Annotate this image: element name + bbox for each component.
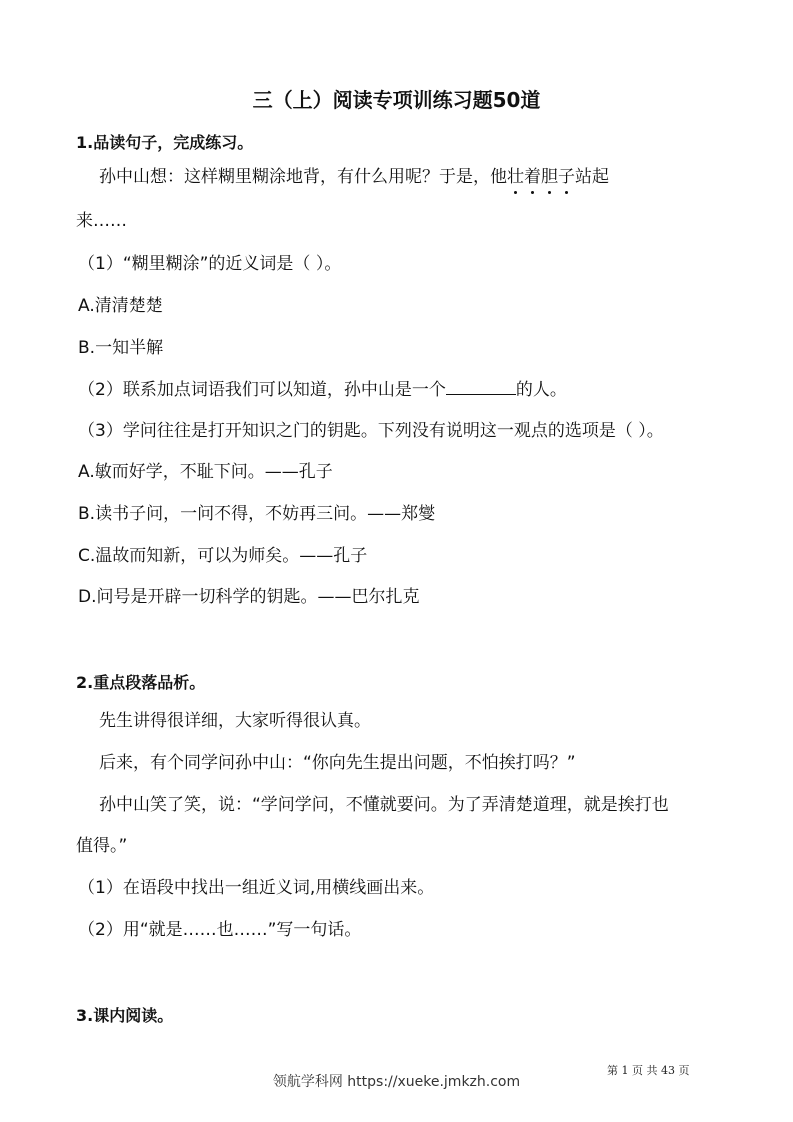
- s1-q2-text: （2）联系加点词语我们可以知道，孙中山是一个: [78, 380, 446, 400]
- s1-paragraph-line-2: 来……: [76, 211, 127, 231]
- s1-text: 孙中山想：这样糊里糊涂地背，有什么用呢？于是，他: [99, 167, 507, 187]
- section-1-heading: 1.品读句子，完成练习。: [76, 133, 254, 152]
- s2-question-1: （1）在语段中找出一组近义词,用横线画出来。: [78, 878, 435, 898]
- emphasis-char: 壮: [507, 167, 524, 187]
- emphasis-char: 子: [558, 167, 575, 187]
- s2-paragraph-2: 后来，有个同学问孙中山：“你向先生提出问题，不怕挨打吗？”: [99, 753, 576, 773]
- s1-q3-option-d: D.问号是开辟一切科学的钥匙。——巴尔扎克: [78, 587, 420, 607]
- s1-q1-option-a: A.清清楚楚: [78, 296, 163, 316]
- s2-paragraph-3-line-2: 值得。”: [76, 836, 128, 856]
- page-title: 三（上）阅读专项训练习题50道: [252, 88, 541, 112]
- footer-watermark: 领航学科网 https://xueke.jmkzh.com: [272, 1074, 521, 1090]
- section-3-heading: 3.课内阅读。: [76, 1006, 174, 1025]
- s1-q1-option-b: B.一知半解: [78, 338, 164, 358]
- s2-question-2: （2）用“就是……也……”写一句话。: [78, 920, 362, 940]
- section-2-heading: 2.重点段落品析。: [76, 673, 206, 692]
- s1-q3-option-a: A.敏而好学，不耻下问。——孔子: [78, 462, 333, 482]
- s1-q2-text-end: 的人。: [515, 380, 567, 400]
- s1-q3-option-b: B.读书子问，一问不得，不妨再三问。——郑燮: [78, 504, 436, 524]
- s1-question-1: （1）“糊里糊涂”的近义词是（ ）。: [78, 254, 342, 274]
- s1-question-2: [78, 378, 567, 402]
- answer-blank: [446, 378, 516, 395]
- s1-text: 站起: [575, 167, 609, 187]
- s2-paragraph-3-line-1: 孙中山笑了笑，说：“学问学问，不懂就要问。为了弄清楚道理，就是挨打也: [99, 795, 669, 815]
- s1-question-3: （3）学问往往是打开知识之门的钥匙。下列没有说明这一观点的选项是（ ）。: [78, 421, 664, 441]
- page-number: 第 1 页 共 43 页: [607, 1064, 690, 1077]
- s1-q3-option-c: C.温故而知新，可以为师矣。——孔子: [78, 546, 368, 566]
- emphasis-char: 着: [524, 167, 541, 187]
- s1-paragraph-line-1: [99, 165, 609, 189]
- s2-paragraph-1: 先生讲得很详细，大家听得很认真。: [99, 711, 371, 731]
- emphasis-char: 胆: [541, 167, 558, 187]
